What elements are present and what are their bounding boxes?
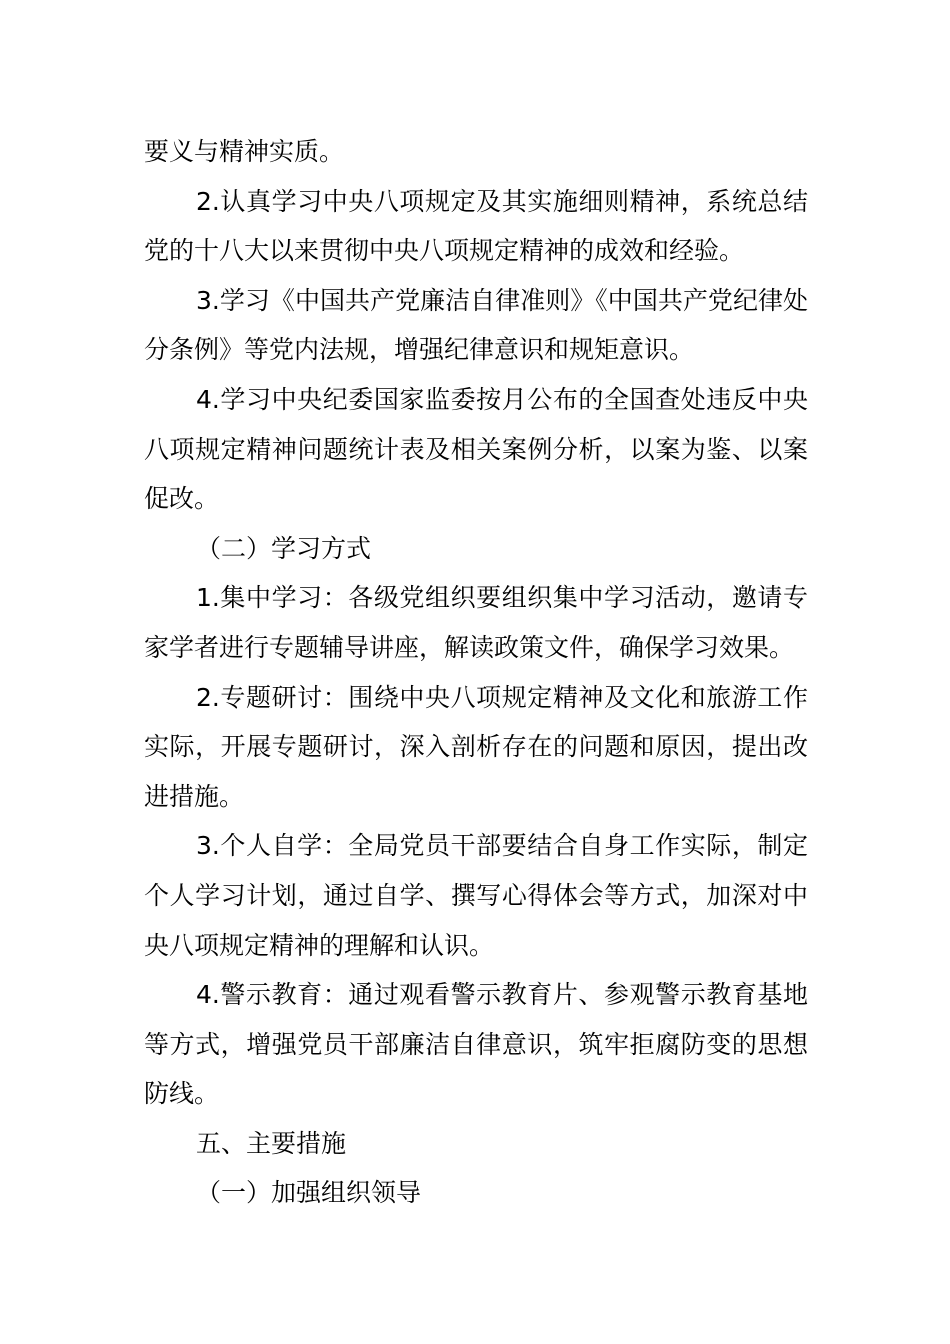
section-heading-main-measures: 五、主要措施 [196,1128,347,1158]
paragraph-method-3: 3.个人自学：全局党员干部要结合自身工作实际，制定个人学习计划，通过自学、撰写心得体会等方式，加深对中央八项规定精神的理解和认识。 [144,831,808,960]
paragraph-method-2: 2.专题研讨：围绕中央八项规定精神及文化和旅游工作实际，开展专题研讨，深入剖析存在的问题和原因，提出改进措施。 [144,682,808,811]
paragraph-study-item-3: 3.学习《中国共产党廉洁自律准则》《中国共产党纪律处分条例》等党内法规，增强纪律意识和规矩意识。 [144,285,808,365]
section-heading-study-methods: （二）学习方式 [196,533,372,563]
document-body [144,127,808,1218]
paragraph-method-4: 4.警示教育：通过观看警示教育片、参观警示教育基地等方式，增强党员干部廉洁自律意识，筑牢拒腐防变的思想防线。 [144,980,808,1109]
paragraph-method-1: 1.集中学习：各级党组织要组织集中学习活动，邀请专家学者进行专题辅导讲座，解读政策文件，确保学习效果。 [144,583,808,662]
paragraph-continuation: 要义与精神实质。 [144,137,345,166]
paragraph-study-item-2: 2.认真学习中央八项规定及其实施细则精神，系统总结党的十八大以来贯彻中央八项规定精神的成效和经验。 [144,186,808,266]
paragraph-study-item-4: 4.学习中央纪委国家监委按月公布的全国查处违反中央八项规定精神问题统计表及相关案例分析，以案为鉴、以案促改。 [144,384,808,514]
subsection-heading-organization: （一）加强组织领导 [196,1178,422,1208]
